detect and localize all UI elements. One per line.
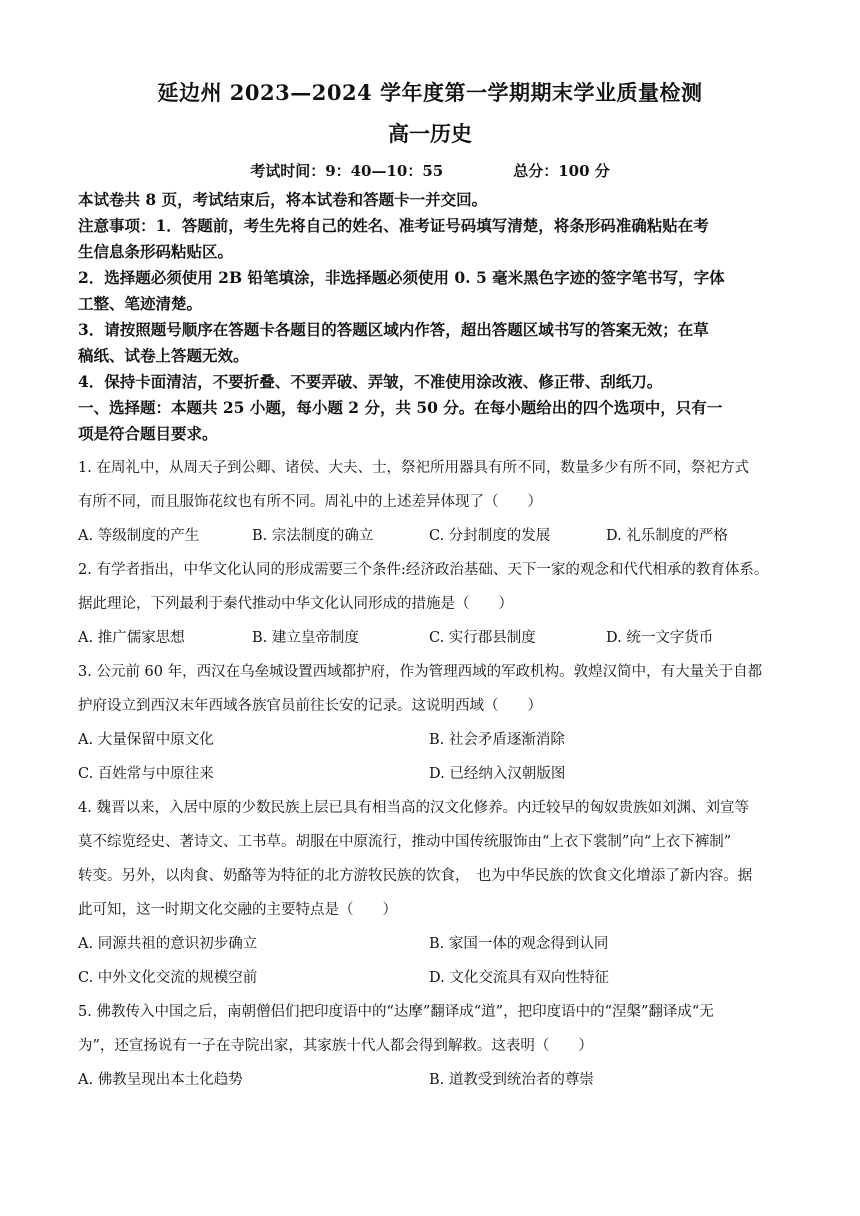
exam-time: 考试时间：9：40—10：55: [250, 162, 444, 180]
question-4-text-2: 莫不综览经史、著诗文、工书草。胡服在中原流行，推动中国传统服饰由“上衣下裳制”向“上衣下裤制”: [78, 834, 732, 850]
note-1: 注意事项：1．答题前，考生先将自己的姓名、准考证号码填写清楚，将条形码准确粘贴在考: [78, 216, 709, 235]
q1-option-d[interactable]: D. 礼乐制度的严格: [606, 528, 728, 544]
q4-option-a[interactable]: A. 同源共祖的意识初步确立: [78, 936, 258, 952]
note-3-cont: 稿纸、试卷上答题无效。: [78, 346, 249, 365]
q1-option-c[interactable]: C. 分封制度的发展: [429, 528, 551, 544]
question-5-text: 5. 佛教传入中国之后，南朝僧侣们把印度语中的“达摩”翻译成“道”，把印度语中的“涅槃”翻译成“无: [78, 1004, 714, 1020]
q2-option-a[interactable]: A. 推广儒家思想: [78, 630, 185, 646]
q2-option-d[interactable]: D. 统一文字货币: [606, 630, 714, 646]
question-2-text: 2. 有学者指出，中华文化认同的形成需要三个条件:经济政治基础、天下一家的观念和代代相承的教育体系。: [78, 562, 769, 578]
q1-option-b[interactable]: B. 宗法制度的确立: [252, 528, 374, 544]
q5-option-b[interactable]: B. 道教受到统治者的尊崇: [429, 1072, 594, 1088]
q3-option-a[interactable]: A. 大量保留中原文化: [78, 732, 214, 748]
question-5-text-cont: 为”，还宣扬说有一子在寺院出家，其家族十代人都会得到解救。这表明（ ）: [78, 1038, 593, 1054]
question-3-text-cont: 护府设立到西汉末年西域各族官员前往长安的记录。这说明西域（ ）: [78, 698, 542, 714]
q1-option-a[interactable]: A. 等级制度的产生: [78, 528, 200, 544]
q3-option-d[interactable]: D. 已经纳入汉朝版图: [429, 766, 566, 782]
total-score: 总分：100 分: [513, 162, 610, 180]
note-4: 4．保持卡面清洁，不要折叠、不要弄破、弄皱，不准使用涂改液、修正带、刮纸刀。: [78, 372, 663, 391]
q2-option-c[interactable]: C. 实行郡县制度: [429, 630, 536, 646]
section-heading-cont: 项是符合题目要求。: [78, 424, 218, 443]
intro-text: 本试卷共 8 页，考试结束后，将本试卷和答题卡一并交回。: [78, 190, 488, 209]
exam-title: 延边州 2023—2024 学年度第一学期期末学业质量检测: [157, 80, 703, 105]
q2-option-b[interactable]: B. 建立皇帝制度: [252, 630, 359, 646]
note-3: 3．请按照题号顺序在答题卡各题目的答题区域内作答，超出答题区域书写的答案无效；在草: [78, 320, 709, 339]
question-1-text: 1. 在周礼中，从周天子到公卿、诸侯、大夫、士，祭祀所用器具有所不同，数量多少有所不同，祭祀方式: [78, 460, 749, 476]
note-1-cont: 生信息条形码粘贴区。: [78, 242, 234, 261]
note-2: 2．选择题必须使用 2B 铅笔填涂，非选择题必须使用 0. 5 毫米黑色字迹的签字笔书写，字体: [78, 268, 725, 287]
q4-option-b[interactable]: B. 家国一体的观念得到认同: [429, 936, 609, 952]
q5-option-a[interactable]: A. 佛教呈现出本土化趋势: [78, 1072, 243, 1088]
subject-title: 高一历史: [388, 121, 472, 146]
note-2-cont: 工整、笔迹清楚。: [78, 294, 203, 313]
question-4-text-3: 转变。另外，以肉食、奶酪等为特征的北方游牧民族的饮食， 也为中华民族的饮食文化增添了新内容。据: [78, 868, 753, 884]
exam-meta: [0, 160, 860, 181]
q3-option-b[interactable]: B. 社会矛盾逐渐消除: [429, 732, 565, 748]
question-1-text-cont: 有所不同，而且服饰花纹也有所不同。周礼中的上述差异体现了（ ）: [78, 494, 542, 510]
question-4-text-4: 此可知，这一时期文化交融的主要特点是（ ）: [78, 902, 397, 918]
question-4-text: 4. 魏晋以来，入居中原的少数民族上层已具有相当高的汉文化修养。内迁较早的匈奴贵族如刘渊、刘宣等: [78, 800, 749, 816]
question-2-text-cont: 据此理论，下列最利于秦代推动中华文化认同形成的措施是（ ）: [78, 596, 513, 612]
section-heading: 一、选择题：本题共 25 小题，每小题 2 分，共 50 分。在每小题给出的四个选项中，只有一: [78, 398, 723, 417]
question-3-text: 3. 公元前 60 年，西汉在乌垒城设置西域都护府，作为管理西域的军政机构。敦煌汉简中，有大量关于自都: [78, 664, 763, 680]
q3-option-c[interactable]: C. 百姓常与中原往来: [78, 766, 214, 782]
q4-option-c[interactable]: C. 中外文化交流的规模空前: [78, 970, 258, 986]
q4-option-d[interactable]: D. 文化交流具有双向性特征: [429, 970, 609, 986]
